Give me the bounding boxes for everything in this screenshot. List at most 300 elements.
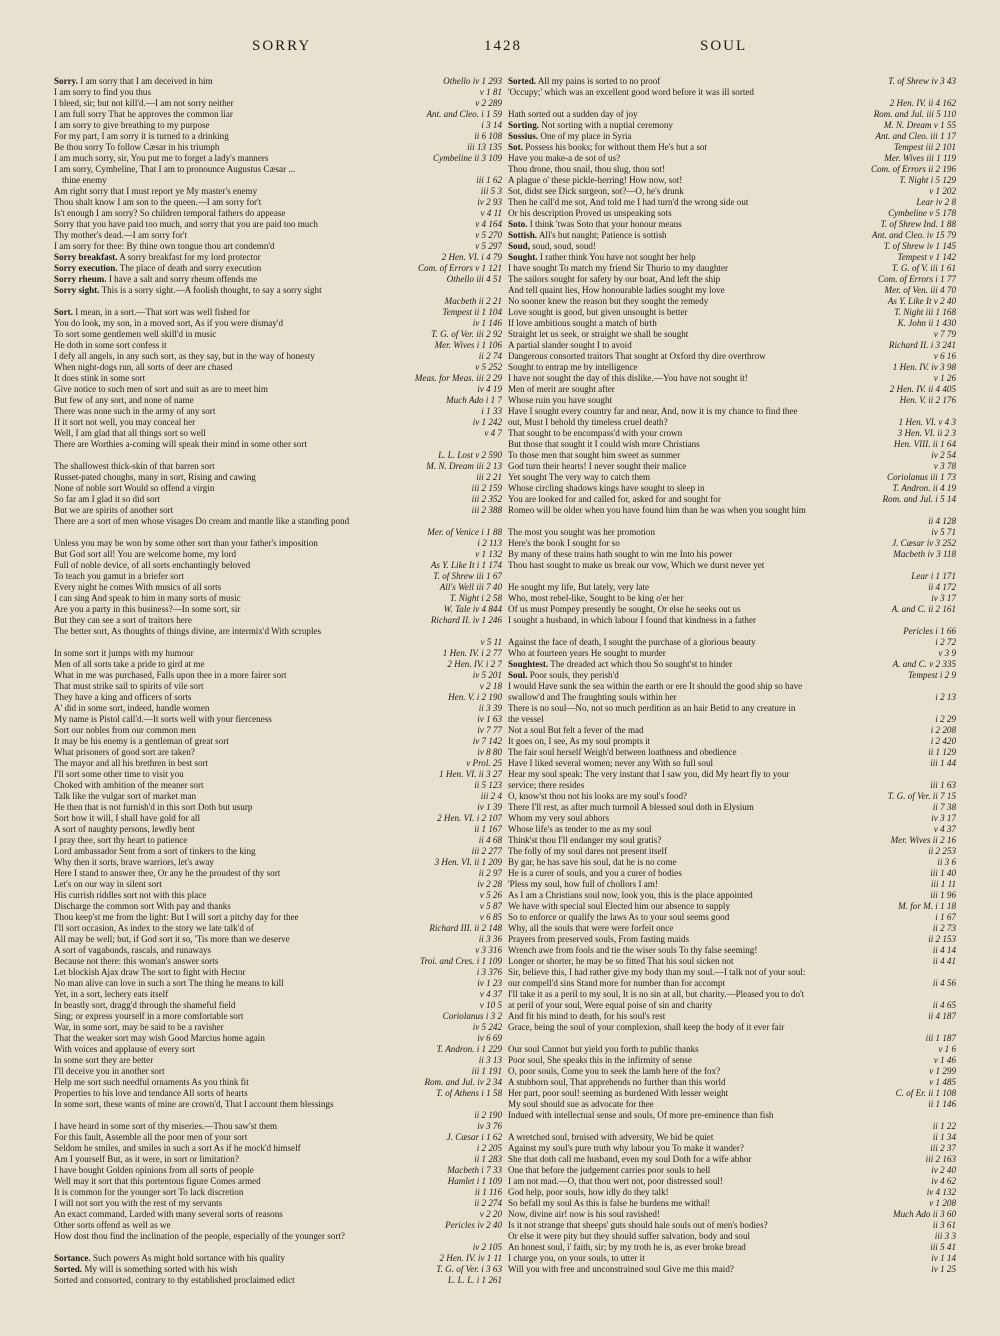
play-reference: iv 1 14 xyxy=(927,1253,956,1264)
play-reference: iii 2 277 xyxy=(468,846,502,857)
play-reference: Pericles i 1 66 xyxy=(899,626,956,637)
concordance-entry xyxy=(508,1253,956,1264)
concordance-entry xyxy=(54,1022,502,1033)
entry-text xyxy=(54,846,502,857)
entry-text xyxy=(54,967,502,978)
concordance-entry xyxy=(54,780,502,791)
play-reference: Macbeth i 7 33 xyxy=(443,1165,502,1176)
quotation: Seldom he smiles, and smiles in such a sort As if he mock'd himself xyxy=(54,1143,301,1153)
concordance-entry xyxy=(54,494,502,505)
quotation: Who at fourteen years He sought to murder xyxy=(508,648,666,658)
concordance-entry xyxy=(54,505,502,516)
play-reference: v 5 252 xyxy=(471,362,502,373)
quotation: The fair soul herself Weigh'd between loathness and obedience xyxy=(508,747,737,757)
concordance-entry xyxy=(54,417,502,428)
entry-text xyxy=(54,989,502,1000)
quotation: Sought to entrap me by intelligence xyxy=(508,362,638,372)
quotation: I rather think You have not sought her help xyxy=(539,252,696,262)
play-reference: i 2 29 xyxy=(931,714,956,725)
concordance-entry xyxy=(54,98,502,109)
concordance-entry xyxy=(54,714,502,725)
entry-text xyxy=(54,439,502,450)
play-reference: J. Cæsar i 1 62 xyxy=(443,1132,502,1143)
concordance-entry xyxy=(508,527,956,538)
quotation: It may be his enemy is a gentleman of great sort xyxy=(54,736,229,746)
quotation: Be thou sorry To follow Cæsar in his triumph xyxy=(54,142,220,152)
quotation: God help, poor souls, how idly do they talk! xyxy=(508,1187,669,1197)
quotation: Am right sorry that I must report ye My master's enemy xyxy=(54,186,258,196)
concordance-entry xyxy=(508,637,956,648)
concordance-entry xyxy=(54,1176,502,1187)
entry-text xyxy=(54,428,502,439)
concordance-entry xyxy=(54,428,502,439)
concordance-entry xyxy=(508,1264,956,1275)
quotation: For this fault, Assemble all the poor men of your sort xyxy=(54,1132,248,1142)
quotation: Talk like the vulgar sort of market man xyxy=(54,791,197,801)
concordance-entry xyxy=(54,736,502,747)
quotation: Sot, didst see Dick surgeon, sot?—O, he's drunk xyxy=(508,186,684,196)
concordance-entry xyxy=(54,626,502,648)
entry-text xyxy=(508,868,956,879)
concordance-entry xyxy=(54,351,502,362)
quotation: By many of these trains hath sought to win me Into his power xyxy=(508,549,733,559)
entry-text xyxy=(54,725,502,736)
quotation: None of noble sort Would so offend a virgin xyxy=(54,483,215,493)
concordance-entry xyxy=(54,395,502,406)
concordance-entry xyxy=(508,1231,956,1242)
play-reference: Mer. Wives ii 2 16 xyxy=(887,835,956,846)
concordance-entry xyxy=(54,197,502,208)
entry-text xyxy=(54,549,502,560)
quotation: No sooner knew the reason but they sought the remedy xyxy=(508,296,709,306)
quotation: Other sorts offend as well as we xyxy=(54,1220,171,1230)
play-reference: ii 2 97 xyxy=(475,868,502,879)
play-reference: i 2 208 xyxy=(927,725,956,736)
entry-text xyxy=(54,98,502,109)
quotation: Let's on our way in silent sort xyxy=(54,879,162,889)
concordance-entry xyxy=(54,472,502,483)
entry-text xyxy=(54,593,502,604)
concordance-entry xyxy=(508,120,956,131)
quotation: I am not mad.—O, that thou wert not, poor distressed soul! xyxy=(508,1176,723,1186)
play-reference: Meas. for Meas. iii 2 29 xyxy=(411,373,502,384)
concordance-entry xyxy=(54,461,502,472)
concordance-entry xyxy=(508,351,956,362)
entry-text xyxy=(54,626,502,637)
entry-text xyxy=(54,824,502,835)
concordance-entry xyxy=(508,428,956,439)
concordance-entry xyxy=(508,1176,956,1187)
concordance-entry xyxy=(54,252,502,263)
quotation: All may be well; but, if God sort it so, 'Tis more than we deserve xyxy=(54,934,290,944)
entry-text xyxy=(54,1022,502,1033)
play-reference: L. L. Lost v 2 590 xyxy=(434,450,502,461)
play-reference: Com. of Errors v 1 121 xyxy=(414,263,502,274)
play-reference: ii 1 34 xyxy=(929,1132,956,1143)
concordance-entry xyxy=(508,813,956,824)
quotation: That the weaker sort may wish Good Marcius home again xyxy=(54,1033,265,1043)
entry-text xyxy=(508,252,956,263)
concordance-entry xyxy=(54,175,502,186)
concordance-entry xyxy=(54,340,502,351)
entry-text xyxy=(54,1275,502,1286)
concordance-entry xyxy=(508,945,956,956)
concordance-entry xyxy=(508,989,956,1011)
concordance-entry xyxy=(54,846,502,857)
entry-text xyxy=(508,461,956,472)
entry-text xyxy=(508,1231,956,1242)
play-reference: 2 Hen. VI. i 4 79 xyxy=(438,252,502,263)
entry-text xyxy=(508,329,956,340)
headword: Sottish. xyxy=(508,230,538,240)
concordance-entry xyxy=(508,175,956,186)
quotation: Let blockish Ajax draw The sort to fight with Hector xyxy=(54,967,246,977)
concordance-entry xyxy=(508,263,956,274)
play-reference: v 7 79 xyxy=(930,329,956,340)
concordance-entry xyxy=(54,802,502,813)
concordance-entry xyxy=(508,1143,956,1154)
play-reference: T. of Shrew Ind. 1 88 xyxy=(876,219,956,230)
concordance-entry xyxy=(54,582,502,593)
entry-text xyxy=(54,87,502,98)
entry-text xyxy=(54,1154,502,1165)
concordance-entry xyxy=(508,736,956,747)
play-reference: 2 Hen. IV. iv 1 11 xyxy=(435,1253,502,1264)
play-reference: ii 3 61 xyxy=(929,1220,956,1231)
quotation: Against the face of death, I sought the purchase of a glorious beauty xyxy=(508,637,756,647)
quotation: Of us must Pompey presently be sought, Or else he seeks out us xyxy=(508,604,741,614)
concordance-entry xyxy=(54,516,502,538)
quotation: One of my place in Syria xyxy=(540,131,632,141)
concordance-entry xyxy=(508,758,956,769)
quotation: Choked with ambition of the meaner sort xyxy=(54,780,204,790)
play-reference: Com. of Errors i 1 77 xyxy=(874,274,956,285)
entry-text xyxy=(508,373,956,384)
play-reference: iv 4 132 xyxy=(923,1187,956,1198)
quotation: A sort of naughty persons, lewdly bent xyxy=(54,824,195,834)
concordance-entry xyxy=(508,967,956,989)
play-reference: iv 6 69 xyxy=(473,1033,502,1044)
entry-text xyxy=(54,978,502,989)
play-reference: i 2 420 xyxy=(927,736,956,747)
headword: Sort. xyxy=(54,307,73,317)
play-reference: v 1 208 xyxy=(925,1198,956,1209)
concordance-entry xyxy=(54,153,502,164)
play-reference: Com. of Errors ii 2 196 xyxy=(867,164,956,175)
quotation: Give notice to such men of sort and suit as are to meet him xyxy=(54,384,268,394)
concordance-entry xyxy=(508,384,956,395)
play-reference: Cymbeline ii 3 109 xyxy=(429,153,502,164)
concordance-entry xyxy=(508,901,956,912)
play-reference: ii 4 56 xyxy=(929,978,956,989)
entry-text xyxy=(54,1011,502,1022)
quotation: A plague o' these pickle-herring! How now, sot! xyxy=(508,175,683,185)
play-reference: T. Andron. ii 4 19 xyxy=(889,483,957,494)
concordance-entry xyxy=(54,758,502,769)
entry-text xyxy=(54,219,502,230)
concordance-entry xyxy=(508,1165,956,1176)
concordance-entry xyxy=(54,406,502,417)
play-reference: iii 2 352 xyxy=(468,494,502,505)
entry-text xyxy=(54,1231,502,1242)
concordance-entry xyxy=(54,835,502,846)
entry-text xyxy=(508,142,956,153)
entry-text xyxy=(508,1264,956,1275)
play-reference: ii 6 108 xyxy=(470,131,502,142)
entry-text xyxy=(508,637,956,648)
play-reference: iii 1 63 xyxy=(926,780,956,791)
entry-text xyxy=(54,274,502,285)
quotation: 'Occupy;' which was an excellent good word before it was ill sorted xyxy=(508,87,754,97)
play-reference: iv 4 62 xyxy=(927,1176,956,1187)
entry-text xyxy=(508,1176,956,1187)
quotation: Thy mother's dead.—I am sorry for't xyxy=(54,230,188,240)
concordance-entry xyxy=(508,747,956,758)
concordance-entry xyxy=(54,967,502,978)
concordance-entry xyxy=(54,934,502,945)
play-reference: Coriolanus i 3 2 xyxy=(439,1011,502,1022)
entry-text xyxy=(54,868,502,879)
concordance-entry xyxy=(54,131,502,142)
play-reference: iii 2 163 xyxy=(922,1154,956,1165)
entry-text xyxy=(508,406,956,428)
concordance-entry xyxy=(508,912,956,923)
play-reference: iv 4 19 xyxy=(473,384,502,395)
quotation: A' did in some sort, indeed, handle women xyxy=(54,703,210,713)
play-reference: Hen. V. ii 2 176 xyxy=(896,395,956,406)
quotation: I am sorry for thee: By thine own tongue thou art condemn'd xyxy=(54,241,275,251)
entry-text xyxy=(508,923,956,934)
concordance-entry xyxy=(54,593,502,604)
quotation: But we are spirits of another sort xyxy=(54,505,174,515)
concordance-entry xyxy=(508,1099,956,1110)
play-reference: v 5 11 xyxy=(476,637,502,648)
quotation: I bleed, sir; but not kill'd.—I am not sorry neither xyxy=(54,98,234,108)
play-reference: iv 7 77 xyxy=(473,725,502,736)
play-reference: iii 2 4 xyxy=(477,791,502,802)
concordance-entry xyxy=(508,483,956,494)
quotation: A sort of vagabonds, rascals, and runaways xyxy=(54,945,212,955)
concordance-entry xyxy=(508,956,956,967)
quotation: Whose ruin you have sought xyxy=(508,395,613,405)
concordance-entry xyxy=(508,186,956,197)
concordance-entry xyxy=(54,901,502,912)
quotation: There I'll rest, as after much turmoil A blessed soul doth in Elysium xyxy=(508,802,754,812)
play-reference: iv 3 76 xyxy=(473,1121,502,1132)
play-reference: Othello iv 1 293 xyxy=(439,76,502,87)
play-reference: v 5 26 xyxy=(476,890,502,901)
play-reference: ii 3 39 xyxy=(475,703,502,714)
concordance-entry xyxy=(508,373,956,384)
entry-text xyxy=(508,175,956,186)
quotation: Well may it sort that this portentous figure Comes armed xyxy=(54,1176,261,1186)
play-reference: iii 1 187 xyxy=(922,1033,956,1044)
entry-text xyxy=(508,1198,956,1209)
quotation: I am sorry, Cymbeline, That I am to pronounce Augustus Cæsar ... xyxy=(54,164,296,174)
concordance-entry xyxy=(54,1055,502,1066)
play-reference: ii 7 38 xyxy=(929,802,956,813)
concordance-entry xyxy=(54,1220,502,1231)
concordance-entry xyxy=(54,1209,502,1220)
concordance-entry xyxy=(54,109,502,120)
entry-text xyxy=(54,417,502,428)
play-reference: v 2 289 xyxy=(471,98,502,109)
play-reference: Tempest v 1 142 xyxy=(893,252,956,263)
play-reference: Troi. and Cres. i 1 109 xyxy=(416,956,502,967)
entry-text xyxy=(508,560,956,571)
headword: Soul. xyxy=(508,670,528,680)
concordance-entry xyxy=(54,703,502,714)
entry-text xyxy=(54,483,502,494)
quotation: My soul should sue as advocate for thee xyxy=(508,1099,654,1109)
entry-text xyxy=(54,395,502,406)
quotation: I defy all angels, in any such sort, as they say, but in the way of honesty xyxy=(54,351,315,361)
concordance-entry xyxy=(508,791,956,802)
concordance-entry xyxy=(54,120,502,131)
headword: Sorry sight. xyxy=(54,285,100,295)
quotation: Wrench awe from fools and tie the wiser souls To thy false seeming! xyxy=(508,945,758,955)
play-reference: iii 1 11 xyxy=(927,879,956,890)
quotation: There are a sort of men whose visages Do cream and mantle like a standing pond xyxy=(54,516,350,526)
quotation: Or his description Proved us unspeaking sots xyxy=(508,208,672,218)
headword: Sossius. xyxy=(508,131,539,141)
entry-text xyxy=(54,1099,502,1110)
concordance-entry xyxy=(508,494,956,505)
entry-text xyxy=(54,659,502,670)
quotation: Help me sort such needful ornaments As you think fit xyxy=(54,1077,249,1087)
quotation: No man alive can love in such a sort The thing he means to kill xyxy=(54,978,284,988)
concordance-entry xyxy=(54,890,502,901)
concordance-entry xyxy=(54,362,502,373)
concordance-entry xyxy=(508,274,956,285)
entry-text xyxy=(54,1033,502,1044)
quotation: So to enforce or qualify the laws As to your soul seems good xyxy=(508,912,730,922)
play-reference: iii 5 3 xyxy=(477,186,502,197)
play-reference: v 4 11 xyxy=(476,208,502,219)
quotation: I'll sort occasion, As index to the story we late talk'd of xyxy=(54,923,254,933)
concordance-entry xyxy=(54,681,502,692)
concordance-entry xyxy=(54,571,502,582)
play-reference: v 3 9 xyxy=(934,648,956,659)
concordance-entry xyxy=(508,648,956,659)
play-reference: Coriolanus iii 1 73 xyxy=(883,472,956,483)
play-reference: i 1 67 xyxy=(931,912,956,923)
quotation: To teach you gamut in a briefer sort xyxy=(54,571,184,581)
play-reference: iv 5 242 xyxy=(469,1022,502,1033)
quotation: Are you a party in this business?—In some sort, sir xyxy=(54,604,241,614)
entry-text xyxy=(508,197,956,208)
running-head-left: SORRY xyxy=(252,38,312,54)
play-reference: L. L. L. i 1 261 xyxy=(444,1275,502,1286)
play-reference: ii 4 68 xyxy=(475,835,502,846)
play-reference: Richard II. i 3 241 xyxy=(885,340,956,351)
play-reference: iii 1 40 xyxy=(926,868,956,879)
quotation: Here I stand to answer thee, Or any he the proudest of thy sort xyxy=(54,868,281,878)
quotation: Who, most rebel-like, Sought to be king o'er her xyxy=(508,593,684,603)
quotation: For my part, I am sorry it is turned to a drinking xyxy=(54,131,229,141)
quotation: Men of merit are sought after xyxy=(508,384,615,394)
quotation: To sort some gentlemen well skill'd in music xyxy=(54,329,217,339)
play-reference: iv 1 242 xyxy=(469,417,502,428)
play-reference: ii 4 65 xyxy=(929,1000,956,1011)
quotation: God turn their hearts! I never sought their malice xyxy=(508,461,687,471)
concordance-entry xyxy=(508,549,956,560)
concordance-entry xyxy=(508,1011,956,1022)
concordance-entry xyxy=(508,923,956,934)
quotation: Grace, being the soul of your complexion, shall keep the body of it ever fair xyxy=(508,1022,785,1032)
entry-text xyxy=(508,1154,956,1165)
concordance-entry xyxy=(508,230,956,241)
play-reference: v 4 37 xyxy=(930,824,956,835)
entry-text xyxy=(54,703,502,714)
play-reference: M. for M. i 1 18 xyxy=(894,901,956,912)
play-reference: T. Night i 5 129 xyxy=(895,175,956,186)
entry-text xyxy=(508,1220,956,1231)
quotation: If it sort not well, you may conceal her xyxy=(54,417,196,427)
headword: Sorted. xyxy=(54,1264,83,1274)
play-reference: ii 4 128 xyxy=(924,516,956,527)
concordance-entry xyxy=(508,318,956,329)
play-reference: iv 1 39 xyxy=(473,802,502,813)
play-reference: iii 1 96 xyxy=(926,890,956,901)
entry-text xyxy=(54,1198,502,1209)
play-reference: iv 5 71 xyxy=(927,527,956,538)
play-reference: C. of Er. ii 1 108 xyxy=(892,1088,956,1099)
play-reference: iii 1 44 xyxy=(926,758,956,769)
play-reference: ii 2 73 xyxy=(929,923,956,934)
quotation: Prayers from preserved souls, From fasting maids xyxy=(508,934,690,944)
concordance-entry xyxy=(508,285,956,296)
entry-text xyxy=(508,945,956,956)
concordance-entry xyxy=(508,681,956,703)
play-reference: ii 1 167 xyxy=(470,824,502,835)
concordance-entry xyxy=(54,208,502,219)
concordance-entry xyxy=(54,1099,502,1121)
concordance-entry xyxy=(54,769,502,780)
concordance-entry xyxy=(54,956,502,967)
concordance-entry xyxy=(508,725,956,736)
quotation: Unless you may be won by some other sort than your father's imposition xyxy=(54,538,318,548)
entry-text xyxy=(508,802,956,813)
quotation: I am full sorry That he approves the common liar xyxy=(54,109,233,119)
entry-text xyxy=(54,362,502,373)
entry-text xyxy=(508,681,956,703)
quotation: I sought a husband, in which labour I found that kindness in a father xyxy=(508,615,757,625)
play-reference: iii 3 3 xyxy=(931,1231,956,1242)
entry-text xyxy=(508,1143,956,1154)
concordance-entry xyxy=(508,1154,956,1165)
entry-text xyxy=(54,186,502,197)
quotation: Is't enough I am sorry? So children temporal fathers do appease xyxy=(54,208,286,218)
play-reference: T. of Shrew iv 3 43 xyxy=(884,76,956,87)
concordance-entry xyxy=(508,593,956,604)
entry-text xyxy=(54,505,502,516)
concordance-entry xyxy=(508,1044,956,1055)
right-column xyxy=(508,76,956,1275)
quotation: Dangerous consorted traitors That sought at Oxford thy dire overthrow xyxy=(508,351,766,361)
play-reference: All's Well iii 7 40 xyxy=(436,582,502,593)
quotation: As I am a Christians soul now, look you, this is the place appointed xyxy=(508,890,753,900)
play-reference: iv 3 17 xyxy=(927,593,956,604)
quotation: She that doth call me husband, even my soul Doth for a wife abhor xyxy=(508,1154,752,1164)
entry-text xyxy=(508,307,956,318)
entry-text xyxy=(508,857,956,868)
entry-text xyxy=(508,395,956,406)
quotation: Have I sought every country far and near, And, now it is my chance to find thee out, Must I behold thy timeless cruel death? xyxy=(508,406,798,427)
play-reference: ii 2 74 xyxy=(475,351,502,362)
entry-text xyxy=(508,87,956,98)
quotation: So befall my soul As this is false he burdens me withal! xyxy=(508,1198,711,1208)
